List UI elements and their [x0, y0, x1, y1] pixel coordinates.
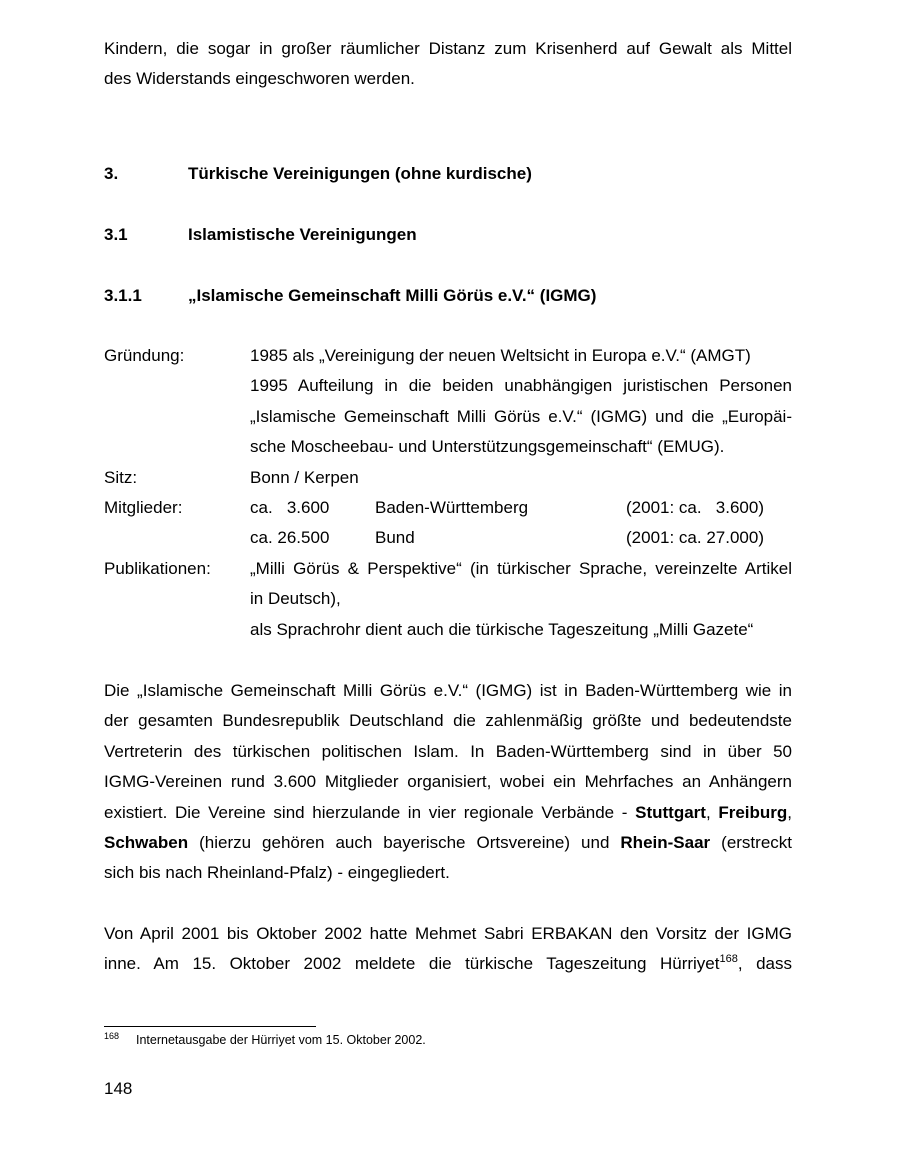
organization-profile-table — [104, 341, 792, 645]
row-publikationen — [104, 554, 792, 645]
text-span: existiert. Die Vereine sind hierzulande in vier regionale Verbände - — [104, 802, 636, 822]
page-number: 148 — [104, 1079, 133, 1098]
text-span: , — [787, 802, 793, 822]
label-publikationen: Publikationen: — [104, 558, 211, 578]
footnote-reference[interactable]: 168 — [719, 952, 738, 965]
para-line — [104, 949, 792, 979]
heading-3 — [104, 159, 532, 189]
text-span: inne. Am 15. Oktober 2002 meldete die türkische Tageszeitung Hürriyet — [104, 954, 720, 974]
heading-number: 3.1.1 — [104, 286, 142, 305]
publikationen-line: in Deutsch), — [250, 589, 341, 609]
para-line: Vertreterin des türkischen politischen Islam. In Baden-Württemberg sind in über 50 — [104, 741, 792, 761]
mitglieder-row — [250, 493, 792, 523]
label-gruendung: Gründung: — [104, 346, 185, 365]
para-line: sich bis nach Rheinland-Pfalz) - eingegliedert. — [104, 863, 450, 883]
heading-number: 3.1 — [104, 225, 128, 244]
bold-stuttgart: Stuttgart — [635, 802, 706, 822]
para-line: IGMG-Vereinen rund 3.600 Mitglieder organisiert, wobei ein Mehrfaches an Anhängern — [104, 772, 792, 792]
gruendung-line: „Islamische Gemeinschaft Milli Görüs e.V.“ (IGMG) und die „Europäi- — [250, 406, 792, 426]
member-previous: (2001: ca. 3.600) — [626, 498, 764, 518]
member-region: Baden-Württemberg — [375, 498, 529, 518]
row-sitz — [104, 463, 792, 493]
heading-3-1-1 — [104, 281, 596, 311]
value-sitz: Bonn / Kerpen — [250, 467, 359, 487]
heading-title: Islamistische Vereinigungen — [188, 225, 417, 244]
intro-line-2: des Widerstands eingeschworen werden. — [104, 69, 415, 89]
publikationen-line: „Milli Görüs & Perspektive“ (in türkischer Sprache, vereinzelte Artikel — [250, 558, 792, 578]
para-line — [104, 798, 792, 828]
mitglieder-row — [250, 523, 792, 553]
gruendung-line: 1995 Aufteilung in die beiden unabhängigen juristischen Personen — [250, 376, 792, 396]
footnote-divider — [104, 1026, 316, 1027]
gruendung-line: sche Moscheebau- und Unterstützungsgemeinschaft“ (EMUG). — [250, 437, 725, 457]
bold-rhein-saar: Rhein-Saar — [620, 833, 711, 853]
body-paragraph-1 — [104, 676, 792, 889]
gruendung-line: 1985 als „Vereinigung der neuen Weltsicht in Europa e.V.“ (AMGT) — [250, 346, 751, 365]
value-publikationen — [250, 554, 792, 645]
intro-paragraph — [104, 34, 792, 95]
heading-number: 3. — [104, 164, 119, 183]
row-mitglieder — [104, 493, 792, 554]
para-line — [104, 828, 792, 858]
value-gruendung — [250, 341, 792, 463]
footnote-text: Internetausgabe der Hürriyet vom 15. Oktober 2002. — [136, 1033, 426, 1047]
text-span: , dass — [737, 954, 792, 974]
heading-3-1 — [104, 220, 417, 250]
heading-title: Türkische Vereinigungen (ohne kurdische) — [188, 164, 532, 183]
row-gruendung — [104, 341, 792, 463]
text-span: (hierzu gehören auch bayerische Ortsvereine) und — [188, 833, 621, 853]
member-count: ca. 26.500 — [250, 528, 330, 548]
publikationen-line: als Sprachrohr dient auch die türkische Tageszeitung „Milli Gazete“ — [250, 619, 754, 639]
label-sitz: Sitz: — [104, 467, 138, 487]
member-previous: (2001: ca. 27.000) — [626, 528, 764, 548]
member-region: Bund — [375, 528, 415, 548]
label-mitglieder: Mitglieder: — [104, 498, 183, 518]
para-line: Die „Islamische Gemeinschaft Milli Görüs e.V.“ (IGMG) ist in Baden-Württemberg wie in — [104, 681, 792, 700]
member-count: ca. 3.600 — [250, 498, 330, 518]
body-paragraph-2 — [104, 919, 792, 980]
footnote — [104, 1033, 426, 1047]
para-line: Von April 2001 bis Oktober 2002 hatte Mehmet Sabri ERBAKAN den Vorsitz der IGMG — [104, 924, 792, 943]
para-line: der gesamten Bundesrepublik Deutschland die zahlenmäßig größte und bedeutendste — [104, 711, 792, 731]
bold-freiburg: Freiburg — [718, 802, 788, 822]
text-span: , — [705, 802, 719, 822]
intro-line-1: Kindern, die sogar in großer räumlicher Distanz zum Krisenherd auf Gewalt als Mittel — [104, 39, 792, 58]
heading-title: „Islamische Gemeinschaft Milli Görüs e.V.“ (IGMG) — [188, 286, 597, 305]
value-mitglieder — [250, 493, 792, 554]
text-span: (erstreckt — [710, 833, 792, 853]
bold-schwaben: Schwaben — [104, 833, 189, 853]
footnote-number: 168 — [104, 1031, 120, 1041]
